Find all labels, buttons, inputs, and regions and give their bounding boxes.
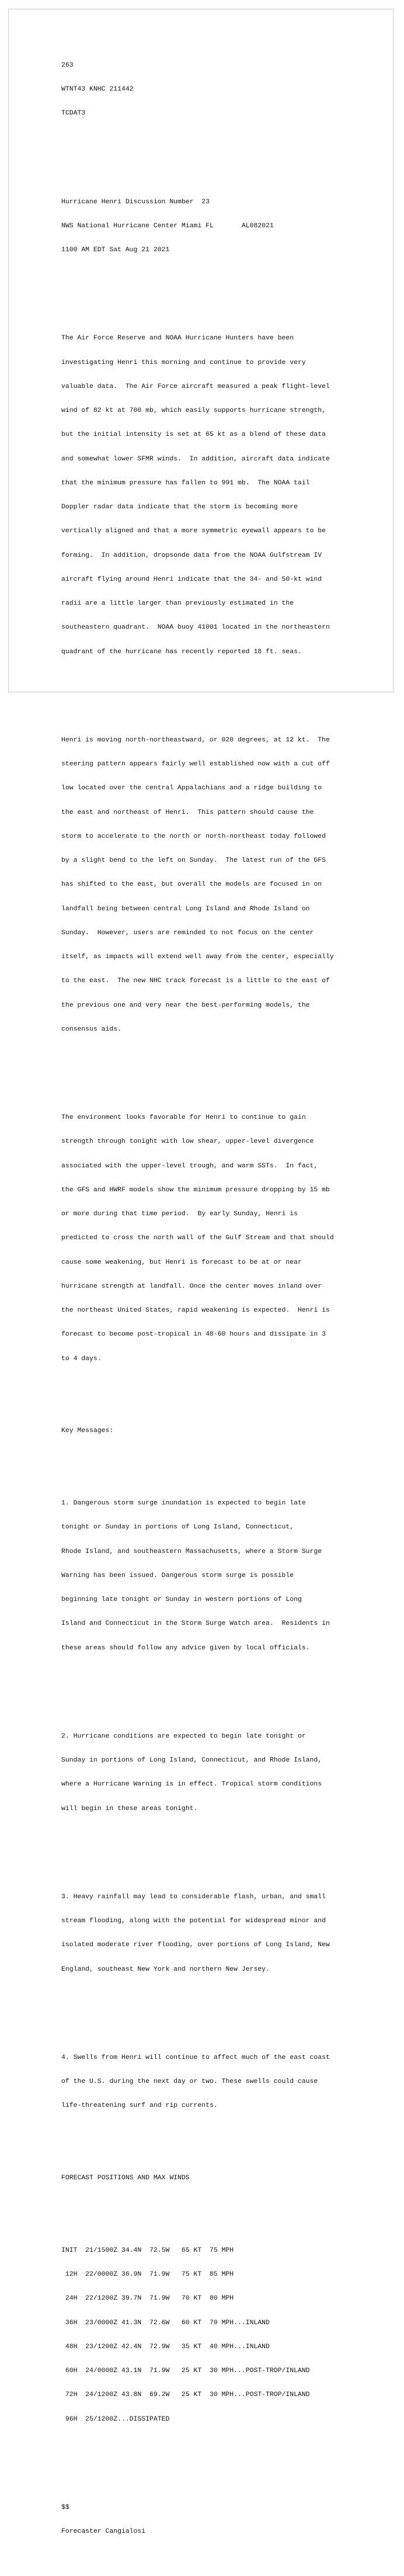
text-line: wind of 82 kt at 700 mb, which easily supports hurricane strength, [61, 407, 326, 414]
text-line: and somewhat lower SFMR winds. In addition, aircraft data indicate [61, 455, 330, 463]
text-line: the east and northeast of Henri. This pattern should cause the [61, 808, 314, 816]
text-line: southeastern quadrant. NOAA buoy 41001 located in the northeastern [61, 623, 330, 632]
forecast-row: 48H 23/1200Z 42.4N 72.9W 35 KT 40 MPH...INLAND [61, 2342, 270, 2350]
text-line: that the minimum pressure has fallen to 991 mb. The NOAA tail [61, 479, 310, 487]
text-line: beginning late tonight or Sunday in western portions of Long [61, 1596, 302, 1603]
text-line: radii are a little larger than previously estimated in the [61, 599, 294, 607]
forecast-heading: FORECAST POSITIONS AND MAX WINDS [61, 2174, 190, 2182]
header-line: WTNT43 KNHC 211442 [61, 85, 134, 93]
text-line: itself, as impacts will extend well away from the center, especially [61, 953, 334, 961]
paragraph-initial-intensity [61, 318, 388, 672]
text-line: Rhode Island, and southeastern Massachusetts, where a Storm Surge [61, 1547, 322, 1555]
discussion-title [61, 182, 388, 270]
key-message-rainfall [61, 1877, 388, 1989]
forecast-row: 12H 22/0000Z 36.9N 71.9W 75 KT 85 MPH [61, 2270, 234, 2278]
forecast-row: 36H 23/0000Z 41.3N 72.6W 60 KT 70 MPH...INLAND [61, 2318, 270, 2327]
key-message-swells [61, 2037, 388, 2126]
header-line: 263 [61, 61, 74, 69]
title-line: NWS National Hurricane Center Miami FL AL082021 [61, 221, 274, 230]
text-line: 1. Dangerous storm surge inundation is expected to begin late [61, 1499, 306, 1507]
text-line: where a Hurricane Warning is in effect. Tropical storm conditions [61, 1780, 322, 1788]
text-line: of the U.S. during the next day or two. These swells could cause [61, 2078, 318, 2085]
text-line: Sunday in portions of Long Island, Connecticut, and Rhode Island, [61, 1756, 322, 1764]
text-line: investigating Henri this morning and continue to provide very [61, 358, 306, 366]
end-marker: $$ [61, 2503, 69, 2511]
text-line: the northeast United States, rapid weakening is expected. Henri is [61, 1306, 330, 1314]
text-line: to the east. The new NHC track forecast is a little to the east of [61, 977, 330, 985]
text-line: associated with the upper-level trough, and warm SSTs. In fact, [61, 1162, 318, 1170]
text-line: isolated moderate river flooding, over portions of Long Island, New [61, 1941, 330, 1949]
text-line: England, southeast New York and northern New Jersey. [61, 1965, 270, 1973]
paragraph-intensity-forecast [61, 1098, 388, 1379]
text-line: Doppler radar data indicate that the storm is becoming more [61, 503, 298, 511]
document-frame [8, 9, 393, 2535]
text-line: consensus aids. [61, 1025, 121, 1033]
text-line: 2. Hurricane conditions are expected to begin late tonight or [61, 1732, 306, 1740]
text-line: predicted to cross the north wall of the Gulf Stream and that should [61, 1234, 334, 1242]
text-line: The Air Force Reserve and NOAA Hurricane Hunters have been [61, 334, 294, 342]
forecast-row: 96H 25/1200Z...DISSIPATED [61, 2415, 170, 2423]
text-line: strength through tonight with low shear, upper-level divergence [61, 1138, 314, 1146]
product-header [61, 45, 388, 133]
text-line: to 4 days. [61, 1354, 102, 1362]
text-line: 4. Swells from Henri will continue to affect much of the east coast [61, 2053, 330, 2061]
title-line: Hurricane Henri Discussion Number 23 [61, 197, 210, 206]
text-line: Island and Connecticut in the Storm Surge Watch area. Residents in [61, 1620, 330, 1628]
text-line: tonight or Sunday in portions of Long Island, Connecticut, [61, 1523, 294, 1531]
text-line: the GFS and HWRF models show the minimum pressure dropping by 15 mb [61, 1185, 330, 1194]
text-line: or more during that time period. By early Sunday, Henri is [61, 1210, 298, 1218]
text-line: hurricane strength at landfall. Once the center moves inland over [61, 1282, 322, 1290]
text-line: vertically aligned and that a more symmetric eyewall appears to be [61, 527, 326, 535]
text-line: forecast to become post-tropical in 48-60 hours and dissipate in 3 [61, 1330, 326, 1339]
discussion-text [61, 21, 388, 2576]
forecast-table [61, 2230, 388, 2439]
forecaster-name: Forecaster Cangialosi [61, 2528, 146, 2535]
text-line: low located over the central Appalachians and a ridge building to [61, 784, 322, 792]
text-line: aircraft flying around Henri indicate that the 34- and 50-kt wind [61, 575, 322, 583]
text-line: stream flooding, along with the potential for widespread minor and [61, 1917, 326, 1925]
text-line: these areas should follow any advice given by local officials. [61, 1644, 310, 1652]
text-line: steering pattern appears fairly well established now with a cut off [61, 760, 330, 768]
text-line: quadrant of the hurricane has recently reported 18 ft. seas. [61, 647, 302, 656]
text-line: cause some weakening, but Henri is forecast to be at or near [61, 1258, 302, 1266]
text-line: the previous one and very near the best-performing models, the [61, 1001, 310, 1009]
key-message-hurricane-conditions [61, 1716, 388, 1829]
forecast-row: 72H 24/1200Z 43.8N 69.2W 25 KT 30 MPH...POST-TROP/INLAND [61, 2391, 310, 2399]
signature [61, 2487, 388, 2551]
text-line: storm to accelerate to the north or north-northeast today followed [61, 832, 326, 840]
text-line: by a slight bend to the left on Sunday. The latest run of the GFS [61, 857, 326, 864]
text-line: but the initial intensity is set at 65 kt as a blend of these data [61, 431, 326, 439]
title-line: 1100 AM EDT Sat Aug 21 2021 [61, 246, 170, 254]
text-line: forming. In addition, dropsonde data from the NOAA Gulfstream IV [61, 551, 322, 559]
header-line: TCDAT3 [61, 109, 86, 117]
forecast-row: 24H 22/1200Z 39.7N 71.9W 70 KT 80 MPH [61, 2294, 234, 2303]
text-line: Warning has been issued. Dangerous storm surge is possible [61, 1571, 294, 1579]
key-messages-heading: Key Messages: [61, 1427, 114, 1435]
text-line: has shifted to the east, but overall the models are focused in on [61, 880, 322, 889]
text-line: 3. Heavy rainfall may lead to considerable flash, urban, and small [61, 1892, 326, 1901]
paragraph-track [61, 720, 388, 1049]
text-line: valuable data. The Air Force aircraft measured a peak flight-level [61, 382, 330, 390]
forecast-row: 60H 24/0000Z 43.1N 71.9W 25 KT 30 MPH...POST-TROP/INLAND [61, 2367, 310, 2374]
key-message-storm-surge [61, 1483, 388, 1668]
forecast-row: INIT 21/1500Z 34.4N 72.5W 65 KT 75 MPH [61, 2246, 234, 2254]
text-line: Sunday. However, users are reminded to not focus on the center [61, 928, 314, 937]
text-line: The environment looks favorable for Henri to continue to gain [61, 1114, 306, 1121]
text-line: landfall being between central Long Island and Rhode Island on [61, 904, 310, 913]
text-line: life-threatening surf and rip currents. [61, 2102, 218, 2110]
text-line: Henri is moving north-northeastward, or 020 degrees, at 12 kt. The [61, 736, 330, 744]
text-line: will begin in these areas tonight. [61, 1804, 198, 1812]
